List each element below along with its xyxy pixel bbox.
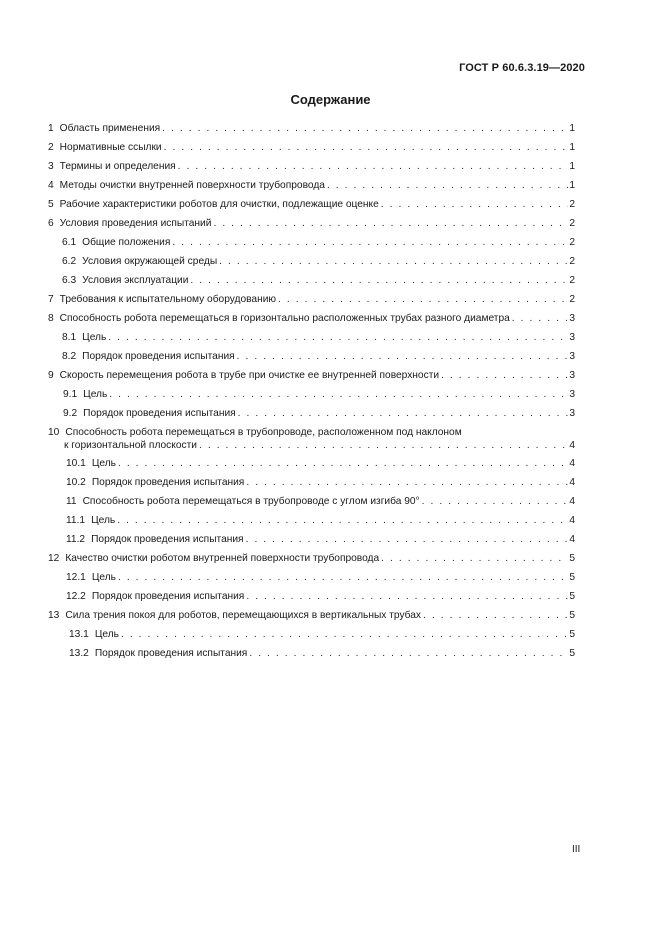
page-number: III	[572, 844, 581, 855]
toc-entry-number: 6.1	[62, 237, 77, 248]
dot-leader	[327, 179, 568, 192]
toc-entry-title: Сила трения покоя для роботов, перемещающихся в вертикальных трубах	[65, 610, 422, 621]
dot-leader	[121, 628, 568, 641]
toc-entry-title: Рабочие характеристики роботов для очистки, подлежащие оценке	[59, 199, 379, 210]
toc-entry[interactable]	[48, 274, 575, 293]
dot-leader	[422, 495, 569, 508]
toc-entry[interactable]	[48, 628, 575, 647]
toc-entry-number: 10	[48, 427, 60, 438]
dot-leader	[117, 514, 568, 527]
toc-entry[interactable]	[48, 457, 575, 476]
dot-leader	[246, 533, 569, 546]
toc-entry-number: 9.1	[63, 389, 78, 400]
dot-leader	[512, 312, 569, 325]
dot-leader	[246, 590, 568, 603]
toc-entry[interactable]	[48, 141, 575, 160]
toc-entry[interactable]	[48, 609, 575, 628]
dot-leader	[381, 198, 569, 211]
toc-entry-page: 4	[569, 458, 575, 469]
toc-entry-page: 4	[569, 477, 575, 488]
toc-entry[interactable]	[48, 495, 575, 514]
toc-entry-number: 5	[48, 199, 54, 210]
toc-entry-page: 3	[569, 389, 575, 400]
toc-entry[interactable]	[48, 236, 575, 255]
toc-entry-title-continued: к горизонтальной плоскости	[64, 440, 197, 451]
toc-entry-title: Порядок проведения испытания	[94, 648, 248, 659]
toc-entry-page: 2	[569, 237, 575, 248]
toc-entry-page: 3	[569, 370, 575, 381]
toc-entry-page: 3	[569, 313, 575, 324]
toc-entry-page: 3	[569, 408, 575, 419]
toc-entry-page: 3	[569, 351, 575, 362]
toc-entry-title: Качество очистки роботом внутренней поверхности трубопровода	[65, 553, 380, 564]
toc-entry-number: 8.1	[62, 332, 77, 343]
toc-entry-number: 11.2	[66, 534, 86, 545]
toc-entry-title: Требования к испытательному оборудованию	[59, 294, 277, 305]
toc-entry[interactable]	[48, 476, 575, 495]
toc-entry[interactable]	[48, 533, 575, 552]
dot-leader	[278, 293, 568, 306]
toc-entry-page: 5	[569, 553, 575, 564]
toc-entry-title: Условия проведения испытаний	[59, 218, 212, 229]
toc-entry-page: 4	[569, 534, 575, 545]
toc-entry-title: Порядок проведения испытания	[91, 591, 245, 602]
dot-leader	[246, 476, 568, 489]
dot-leader	[109, 388, 568, 401]
toc-entry-page: 2	[569, 218, 575, 229]
toc-entry-page: 5	[569, 610, 575, 621]
toc-entry-page: 2	[569, 199, 575, 210]
toc-entry-number: 1	[48, 123, 54, 134]
toc-entry-number: 10.1	[66, 458, 86, 469]
toc-entry-number: 10.2	[66, 477, 86, 488]
toc-entry[interactable]	[48, 217, 575, 236]
toc-entry-number: 12.1	[66, 572, 86, 583]
toc-entry-page: 1	[569, 123, 575, 134]
toc-entry[interactable]	[48, 331, 575, 350]
toc-entry-page: 2	[569, 275, 575, 286]
toc-entry-number: 4	[48, 180, 54, 191]
toc-entry-page: 1	[569, 142, 575, 153]
document-code: ГОСТ Р 60.6.3.19—2020	[459, 62, 585, 74]
toc-entry[interactable]	[48, 160, 575, 179]
dot-leader	[162, 122, 568, 135]
toc-entry-title: Цель	[83, 389, 108, 400]
toc-entry-number: 9.2	[63, 408, 78, 419]
toc-entry-number: 8	[48, 313, 54, 324]
table-of-contents	[48, 122, 575, 666]
toc-entry-number: 13.2	[69, 648, 89, 659]
toc-entry-number: 3	[48, 161, 54, 172]
toc-entry-title: Способность робота перемещаться в трубопроводе с углом изгиба 90°	[82, 496, 420, 507]
toc-entry-title: Цель	[91, 515, 116, 526]
toc-entry[interactable]	[48, 198, 575, 217]
toc-entry-title: Цель	[94, 629, 119, 640]
toc-entry-title: Условия окружающей среды	[82, 256, 218, 267]
toc-entry[interactable]	[48, 350, 575, 369]
toc-entry-number: 9	[48, 370, 54, 381]
toc-entry-title: Скорость перемещения робота в трубе при очистке ее внутренней поверхности	[59, 370, 440, 381]
toc-entry-number: 12.2	[66, 591, 86, 602]
toc-entry-number: 7	[48, 294, 54, 305]
dot-leader	[164, 141, 569, 154]
toc-entry-number: 12	[48, 553, 60, 564]
toc-title: Содержание	[290, 92, 371, 107]
dot-leader	[190, 274, 568, 287]
toc-entry-page: 1	[569, 180, 575, 191]
toc-entry[interactable]	[48, 426, 575, 457]
toc-entry-title: Область применения	[59, 123, 161, 134]
toc-entry-number: 6.2	[62, 256, 77, 267]
toc-entry-number: 2	[48, 142, 54, 153]
toc-entry[interactable]	[48, 590, 575, 609]
toc-entry[interactable]	[48, 647, 575, 666]
toc-entry-title: Цель	[91, 458, 116, 469]
toc-entry-number: 13	[48, 610, 60, 621]
toc-entry-title: Общие положения	[82, 237, 171, 248]
toc-entry-page: 5	[569, 629, 575, 640]
toc-entry-page: 3	[569, 332, 575, 343]
toc-entry[interactable]	[48, 407, 575, 426]
dot-leader	[381, 552, 568, 565]
toc-entry-title: Порядок проведения испытания	[82, 351, 235, 362]
toc-entry-title: Порядок проведения испытания	[91, 477, 245, 488]
toc-entry-page: 5	[569, 572, 575, 583]
dot-leader	[237, 350, 569, 363]
toc-entry-title: Способность робота перемещаться в трубопроводе, расположенном под наклоном	[65, 427, 462, 438]
toc-entry[interactable]	[48, 571, 575, 590]
dot-leader	[219, 255, 568, 268]
toc-entry-title: Цель	[82, 332, 107, 343]
dot-leader	[249, 647, 568, 660]
toc-entry-page: 2	[569, 256, 575, 267]
toc-entry-title: Нормативные ссылки	[59, 142, 162, 153]
toc-entry-title: Цель	[91, 572, 116, 583]
toc-entry-page: 2	[569, 294, 575, 305]
dot-leader	[441, 369, 568, 382]
dot-leader	[118, 457, 568, 470]
toc-entry-number: 11.1	[66, 515, 86, 526]
toc-entry-page: 4	[569, 515, 575, 526]
toc-entry-page: 5	[569, 591, 575, 602]
toc-entry-title: Термины и определения	[59, 161, 176, 172]
toc-entry[interactable]	[48, 255, 575, 274]
toc-entry-page: 4	[569, 440, 575, 451]
dot-leader	[172, 236, 568, 249]
toc-entry-title: Методы очистки внутренней поверхности трубопровода	[59, 180, 325, 191]
toc-entry-page: 4	[569, 496, 575, 507]
dot-leader	[199, 439, 568, 452]
toc-entry-page: 5	[569, 648, 575, 659]
dot-leader	[178, 160, 569, 173]
toc-entry[interactable]	[48, 514, 575, 533]
toc-entry-number: 6.3	[62, 275, 77, 286]
toc-entry[interactable]	[48, 388, 575, 407]
dot-leader	[118, 571, 568, 584]
dot-leader	[423, 609, 568, 622]
dot-leader	[238, 407, 569, 420]
toc-entry-page: 1	[569, 161, 575, 172]
dot-leader	[108, 331, 568, 344]
toc-entry-title: Условия эксплуатации	[82, 275, 189, 286]
toc-entry-title: Порядок проведения испытания	[83, 408, 236, 419]
toc-entry-number: 13.1	[69, 629, 89, 640]
toc-entry[interactable]	[48, 122, 575, 141]
toc-entry[interactable]	[48, 179, 575, 198]
toc-entry[interactable]	[48, 293, 575, 312]
toc-entry-number: 8.2	[62, 351, 77, 362]
dot-leader	[213, 217, 568, 230]
toc-entry[interactable]	[48, 312, 575, 331]
toc-entry-title: Порядок проведения испытания	[91, 534, 244, 545]
toc-entry[interactable]	[48, 369, 575, 388]
toc-entry-number: 6	[48, 218, 54, 229]
toc-entry[interactable]	[48, 552, 575, 571]
toc-entry-title: Способность робота перемещаться в горизонтально расположенных трубах разного диаметра	[59, 313, 510, 324]
toc-entry-number: 11	[66, 496, 77, 507]
